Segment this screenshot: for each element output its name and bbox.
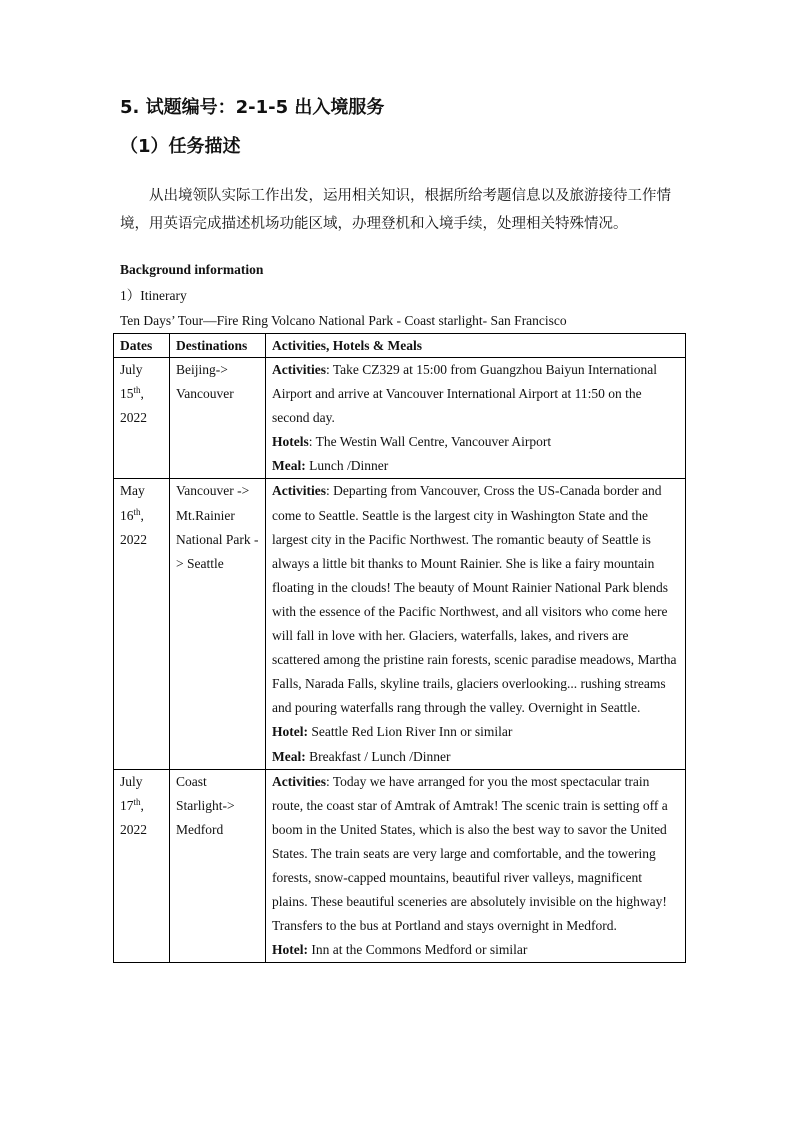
activities-label: Activities	[272, 362, 326, 377]
date-month: July	[120, 362, 143, 377]
activities-cell	[266, 479, 686, 769]
date-day: 16	[120, 507, 134, 523]
table-header-row	[114, 334, 686, 358]
background-title: Background information	[120, 262, 264, 277]
date-month: July	[120, 773, 143, 789]
meal-label: Meal:	[272, 458, 306, 474]
activities-label: Activities	[272, 773, 326, 789]
activities-label: Activities	[272, 483, 326, 499]
destination-cell: Vancouver -> Mt.Rainier National Park -> Seattle	[170, 479, 266, 769]
meal-label: Meal:	[272, 748, 306, 764]
date-suffix: th	[133, 796, 141, 807]
hotel-text: Hotel: Seattle Red Lion River Inn or similar	[272, 724, 513, 740]
date-day: 17	[120, 797, 134, 813]
table-row	[114, 479, 686, 769]
activities-cell	[266, 358, 686, 479]
activities-text: Activities: Take CZ329 at 15:00 from Guangzhou Baiyun International Airport and arrive at Vancouver International Airport at 11:50 on the second day.	[272, 362, 657, 426]
date-year: , 2022	[120, 386, 147, 426]
destination-cell: Coast Starlight-> Medford	[170, 769, 266, 963]
hotel-text: Hotel: Inn at the Commons Medford or similar	[272, 942, 528, 958]
itinerary-table	[113, 333, 686, 963]
table-row	[114, 358, 686, 479]
task-description: 从出境领队实际工作出发，运用相关知识，根据所给考题信息以及旅游接待工作情境，用英语完成描述机场功能区域，办理登机和入境手续，处理相关特殊情况。	[120, 188, 671, 232]
date-cell	[114, 769, 170, 963]
date-year: , 2022	[120, 797, 147, 837]
activities-text: Activities: Departing from Vancouver, Cross the US-Canada border and come to Seattle. Seattle is the largest city in Washington State and the largest city in the Pacific Northwest. The romantic beauty of Seattle is always a little bit thanks to Mount Rainier. She is like a fairy mountain floating in the clouds! The beauty of Mount Rainier National Park blends with the essence of the Pacific Northwest, and all visitors who come here will fall in love with her. Glaciers, waterfalls, lakes, and rivers are scattered among the pristine rain forests, scenic paradise meadows, Martha Falls, Narada Falls, skyline trails, glaciers overlooking... rushing streams and pouring waterfalls rang through the valley. Overnight in Seattle.	[272, 483, 677, 716]
date-cell	[114, 358, 170, 479]
meal-text: Meal: Lunch /Dinner	[272, 458, 389, 474]
date-suffix: th	[133, 385, 141, 396]
hotel-label: Hotels	[272, 434, 309, 450]
header-destinations: Destinations	[170, 334, 266, 358]
date-cell	[114, 479, 170, 769]
hotel-text: Hotels: The Westin Wall Centre, Vancouver Airport	[272, 434, 552, 450]
destination-cell: Beijing-> Vancouver	[170, 358, 266, 479]
itinerary-label: 1）Itinerary	[120, 288, 187, 303]
date-day: 15	[120, 386, 134, 402]
activities-cell	[266, 769, 686, 963]
header-dates: Dates	[114, 334, 170, 358]
date-suffix: th	[133, 506, 141, 517]
header-activities: Activities, Hotels & Meals	[266, 334, 686, 358]
date-month: May	[120, 483, 145, 499]
section-heading: 5. 试题编号：2-1-5 出入境服务	[120, 97, 385, 118]
hotel-label: Hotel:	[272, 724, 308, 740]
hotel-label: Hotel:	[272, 942, 308, 958]
tour-title: Ten Days’ Tour—Fire Ring Volcano National Park - Coast starlight- San Francisco	[120, 313, 567, 328]
subsection-heading: （1）任务描述	[120, 136, 241, 157]
date-year: , 2022	[120, 507, 147, 547]
activities-text: Activities: Today we have arranged for you the most spectacular train route, the coast star of Amtrak of Amtrak! The scenic train is setting off a boom in the United States, which is also the best way to savor the United States. The train seats are very large and comfortable, and the towering forests, snow-capped mountains, beautiful river valleys, magnificent plains. These beautiful sceneries are absolutely invisible on the highway! Transfers to the bus at Portland and stays overnight in Medford.	[272, 773, 668, 934]
table-row	[114, 769, 686, 963]
meal-text: Meal: Breakfast / Lunch /Dinner	[272, 748, 451, 764]
